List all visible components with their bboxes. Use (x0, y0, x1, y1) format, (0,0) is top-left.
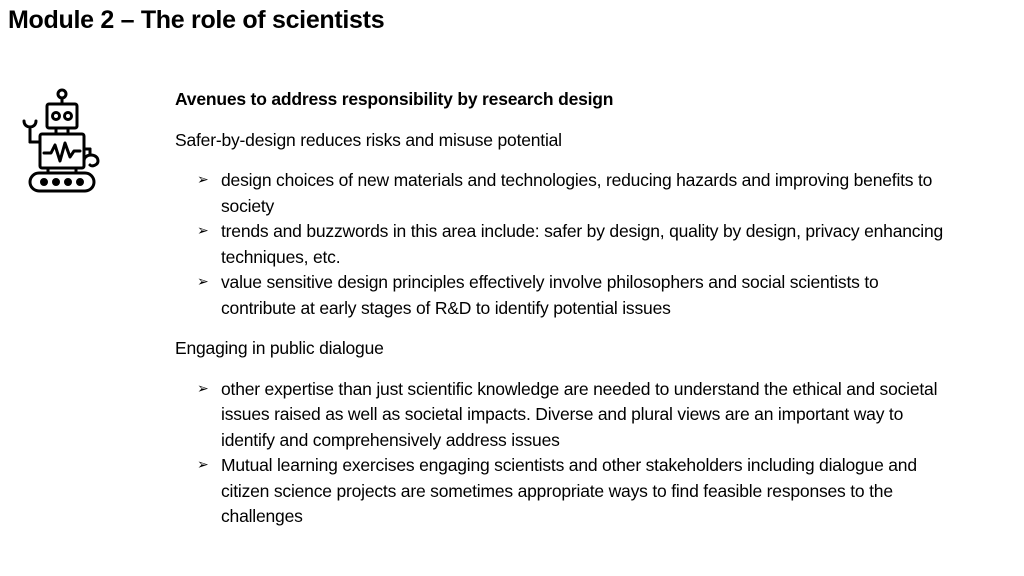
bullet-item (175, 168, 955, 219)
bullet-item (175, 377, 955, 454)
bullet-item (175, 270, 955, 321)
arrow-bullet-icon: ➢ (197, 380, 209, 397)
bullet-text: Mutual learning exercises engaging scientists and other stakeholders including dialogue and citizen science projects are sometimes appropriate ways to find feasible responses to the challenges (221, 455, 917, 526)
bullet-text: trends and buzzwords in this area include: safer by design, quality by design, privacy enhancing techniques, etc. (221, 221, 944, 267)
arrow-bullet-icon: ➢ (197, 457, 209, 473)
robot-icon (18, 87, 104, 197)
bullet-list-public-dialogue (175, 377, 955, 530)
content (175, 87, 955, 545)
bullet-item (175, 219, 955, 270)
arrow-bullet-icon: ➢ (197, 172, 209, 188)
section-label-public-dialogue: Engaging in public dialogue (175, 338, 384, 358)
bullet-text: other expertise than just scientific knowledge are needed to understand the ethical and societal issues raised as well as societal impacts. Diverse and plural views are an important way to identify and comprehensively address issues (221, 378, 938, 450)
arrow-bullet-icon: ➢ (197, 223, 209, 239)
bullet-text: value sensitive design principles effectively involve philosophers and social scientists to contribute at early stages of R&D to identify potential issues (221, 272, 879, 318)
section-label-safer-by-design: Safer-by-design reduces risks and misuse potential (175, 129, 562, 150)
bullet-item (175, 453, 955, 530)
bullet-text: design choices of new materials and technologies, reducing hazards and improving benefits to society (221, 170, 933, 216)
bullet-list-safer-by-design (175, 168, 955, 321)
arrow-bullet-icon: ➢ (197, 274, 209, 290)
section-heading: Avenues to address responsibility by research design (175, 89, 614, 109)
slide-title: Module 2 – The role of scientists (8, 6, 385, 34)
